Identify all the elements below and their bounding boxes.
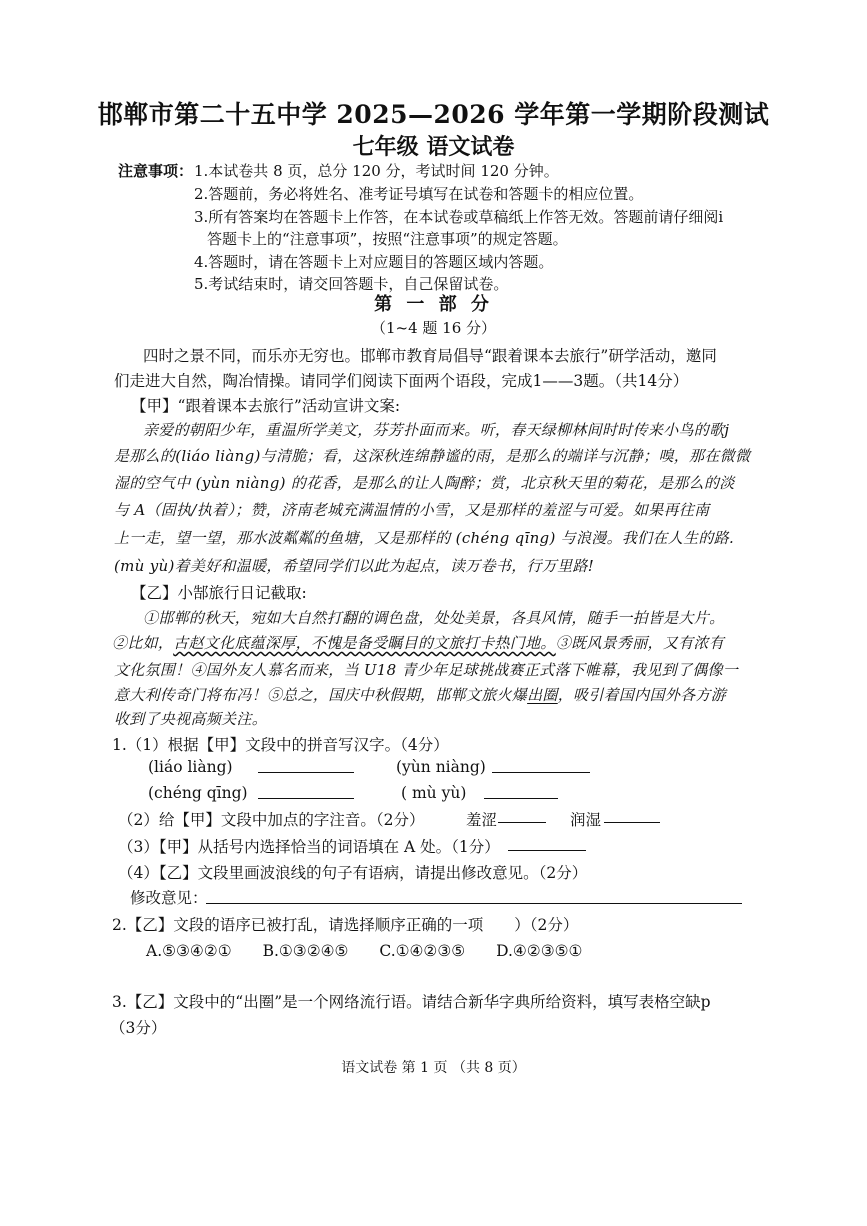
- jia-line: 上一走，望一望，那水波粼粼的鱼塘，又是那样的 (chéng qīng) 与浪漫。我们在人生的路.: [114, 529, 735, 547]
- revision-label: 修改意见：: [130, 889, 208, 907]
- answer-blank[interactable]: [258, 784, 354, 799]
- yi-line: [112, 632, 724, 653]
- jia-line: 是那么的(liáo liàng)与清脆；看，这深秋连绵静谧的雨，是那么的端详与沉静；嗅，那在微微: [114, 447, 751, 465]
- notes-label: 注意事项：: [118, 162, 194, 180]
- note-item: 3.所有答案均在答题卡上作答，在本试卷或草稿纸上作答无效。答题前请仔细阅i: [194, 208, 724, 226]
- exam-title: 邯郸市第二十五中学 2025—2026 学年第一学期阶段测试: [97, 100, 770, 129]
- note-item: 答题卡上的“注意事项”，按照“注意事项”的规定答题。: [207, 230, 568, 248]
- answer-blank[interactable]: [206, 889, 742, 904]
- page-footer: 语文试卷 第 1 页 （共 8 页）: [341, 1060, 526, 1076]
- question-1-4: （4）【乙】文段里画波浪线的句子有语病，请提出修改意见。（2分）: [118, 864, 588, 882]
- yi-text: 意大利传奇门将布冯！⑤总之，国庆中秋假期，邯郸文旅火爆: [114, 686, 528, 704]
- intro-line: 们走进大自然，陶冶情操。请同学们阅读下面两个语段，完成1——3题。（共14分）: [114, 372, 689, 390]
- note-item: 1.本试卷共 8 页，总分 120 分，考试时间 120 分钟。: [194, 162, 559, 180]
- question-2: 2.【乙】文段的语序已被打乱，请选择顺序正确的一项 ）（2分）: [112, 916, 579, 934]
- yi-text: ③既风景秀丽，又有浓有: [555, 634, 725, 652]
- jia-line: 亲爱的朝阳少年，重温所学美文，芬芳扑面而来。听，春天绿柳林间时时传来小鸟的歌j: [143, 421, 730, 439]
- question-1-3: （3）【甲】从括号内选择恰当的词语填在 A 处。（1分）: [118, 838, 500, 856]
- wavy-underlined-sentence: 古赵文化底蕴深厚，不愧是备受瞩目的文旅打卡热门地。: [173, 634, 556, 652]
- question-1-2: （2）给【甲】文段中加点的字注音。（2分）: [118, 811, 425, 829]
- yi-text: ②比如，: [112, 634, 174, 652]
- section-subtitle: （1~4 题 16 分）: [370, 319, 497, 337]
- exam-subtitle: 七年级 语文试卷: [352, 134, 515, 160]
- underlined-word: 出圈: [527, 686, 558, 704]
- yi-line: 收到了央视高频关注。: [114, 710, 268, 728]
- pinyin-label: (liáo liàng): [148, 758, 233, 776]
- answer-blank[interactable]: [498, 808, 546, 823]
- question-3-score: （3分）: [110, 1019, 167, 1037]
- answer-blank[interactable]: [258, 758, 354, 773]
- yi-line: 文化氛围！④国外友人慕名而来，当 U18 青少年足球挑战赛正式落下帷幕，我见到了偶像一: [114, 661, 739, 679]
- answer-blank[interactable]: [484, 784, 558, 799]
- jia-line: (mù yù)着美好和温暖，希望同学们以此为起点，读万卷书，行万里路!: [114, 557, 595, 575]
- answer-blank[interactable]: [604, 808, 660, 823]
- jia-heading: 【甲】“跟着课本去旅行”活动宣讲文案:: [131, 397, 401, 415]
- note-item: 5.考试结束时，请交回答题卡，自己保留试卷。: [194, 275, 509, 293]
- yi-line: ①邯郸的秋天，宛如大自然打翻的调色盘，处处美景，各具风情，随手一拍皆是大片。: [143, 609, 725, 627]
- dotted-word: 羞涩: [466, 811, 498, 829]
- question-1-1: 1.（1）根据【甲】文段中的拼音写汉字。（4分）: [112, 736, 449, 754]
- question-3: 3.【乙】文段中的“出圈”是一个网络流行语。请结合新华字典所给资料，填写表格空缺p: [112, 993, 711, 1011]
- pinyin-label: (chéng qīng): [148, 784, 248, 802]
- question-2-options: A.⑤③④②① B.①③②④⑤ C.①④②③⑤ D.④②③⑤①: [146, 942, 583, 960]
- section-title: 第 一 部 分: [374, 294, 493, 315]
- pinyin-label: ( mù yù): [401, 784, 467, 802]
- yi-text: ，吸引着国内国外各方游: [557, 686, 727, 704]
- yi-heading: 【乙】小郜旅行日记截取:: [131, 584, 307, 602]
- pinyin-label: (yùn niàng): [396, 758, 486, 776]
- answer-blank[interactable]: [492, 758, 590, 773]
- jia-line: 湿的空气中 (yùn niàng) 的花香，是那么的让人陶醉；赏，北京秋天里的菊花，是那么的淡: [114, 474, 735, 492]
- note-item: 2.答题前，务必将姓名、准考证号填写在试卷和答题卡的相应位置。: [194, 185, 644, 203]
- intro-line: 四时之景不同，而乐亦无穷也。邯郸市教育局倡导“跟着课本去旅行”研学活动，邀同: [143, 347, 717, 365]
- dotted-word: 润湿: [570, 811, 602, 829]
- yi-line: [114, 684, 726, 705]
- note-item: 4.答题时，请在答题卡上对应题目的答题区域内答题。: [194, 253, 554, 271]
- jia-line: 与 A（固执/执着）；赞，济南老城充满温情的小雪，又是那样的羞涩与可爱。如果再往南: [114, 501, 710, 519]
- answer-blank[interactable]: [508, 836, 586, 851]
